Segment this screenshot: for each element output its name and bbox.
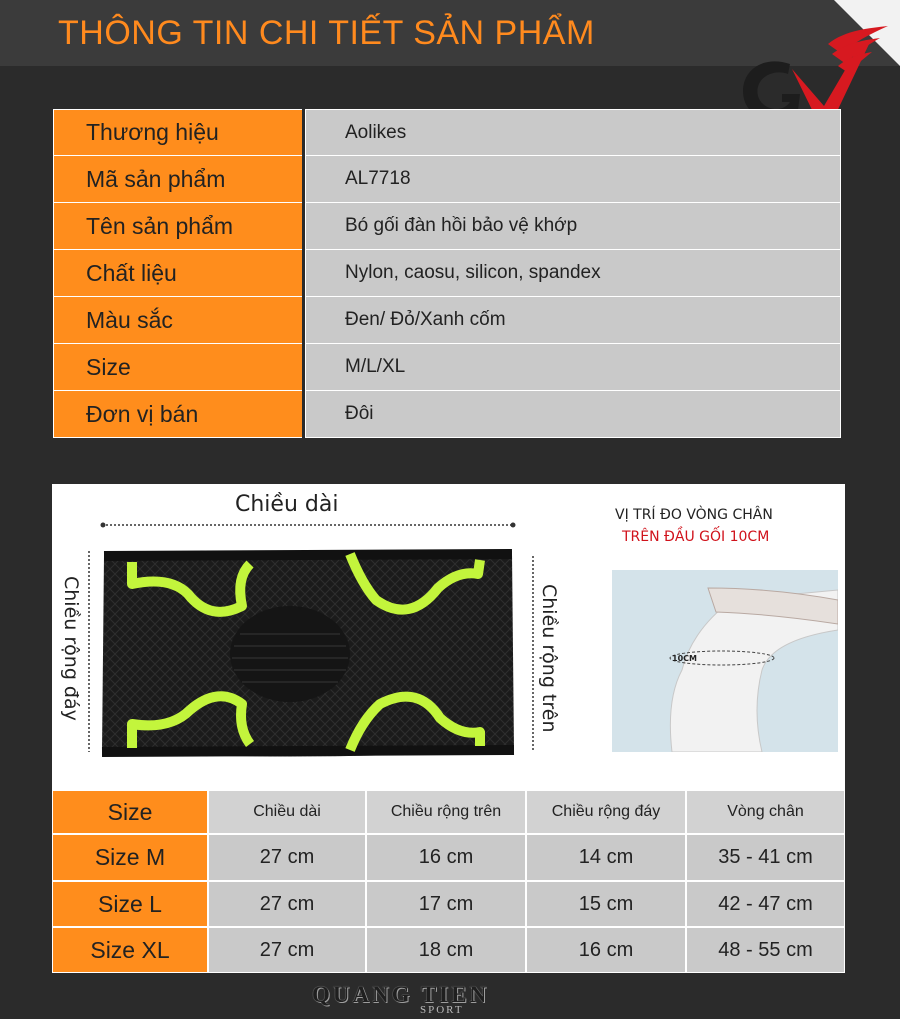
info-value: Aolikes (305, 109, 841, 156)
info-row (53, 203, 841, 250)
table-cell: 48 - 55 cm (686, 927, 845, 973)
info-label: Mã sản phẩm (53, 156, 302, 203)
measurement-diagram (52, 484, 845, 790)
info-value: Đôi (305, 391, 841, 438)
measure-subtitle: TRÊN ĐẦU GỐI 10CM (622, 529, 770, 545)
table-cell: 18 cm (366, 927, 526, 973)
footer-logo-sub: SPORT (420, 1004, 464, 1016)
knee-measure-illustration (612, 570, 838, 752)
measure-mark: 10CM (672, 654, 697, 663)
info-label: Tên sản phẩm (53, 203, 302, 250)
info-row (53, 109, 841, 156)
table-header-cell: Vòng chân (686, 790, 845, 834)
info-value: AL7718 (305, 156, 841, 203)
table-cell: 27 cm (208, 881, 366, 927)
bottom-width-arrow-icon (82, 549, 96, 754)
measure-title: VỊ TRÍ ĐO VÒNG CHÂN (615, 507, 773, 523)
table-header-cell: Chiều dài (208, 790, 366, 834)
info-row (53, 297, 841, 344)
size-chart-table (52, 790, 845, 973)
table-cell: Size M (52, 834, 208, 881)
table-cell: 15 cm (526, 881, 686, 927)
info-value: M/L/XL (305, 344, 841, 391)
product-info-table (53, 109, 841, 438)
table-row (52, 834, 845, 881)
info-label: Size (53, 344, 302, 391)
table-cell: 42 - 47 cm (686, 881, 845, 927)
info-row (53, 250, 841, 297)
top-width-label: Chiều rộng trên (538, 584, 560, 733)
table-row (52, 927, 845, 973)
footer-logo-text: QUANG TIEN (312, 982, 490, 1007)
table-cell: 16 cm (526, 927, 686, 973)
table-cell: 27 cm (208, 927, 366, 973)
info-label: Đơn vị bán (53, 391, 302, 438)
table-cell: Size XL (52, 927, 208, 973)
table-cell: Size L (52, 881, 208, 927)
bottom-width-label: Chiều rộng đáy (60, 576, 82, 721)
table-header-cell: Chiều rộng trên (366, 790, 526, 834)
table-cell: 14 cm (526, 834, 686, 881)
info-row (53, 156, 841, 203)
page-title: THÔNG TIN CHI TIẾT SẢN PHẨM (58, 14, 595, 52)
table-cell: 27 cm (208, 834, 366, 881)
table-header-cell: Size (52, 790, 208, 834)
info-value: Bó gối đàn hồi bảo vệ khớp (305, 203, 841, 250)
knee-sleeve-image (100, 544, 516, 762)
info-label: Thương hiệu (53, 109, 302, 156)
info-value: Đen/ Đỏ/Xanh cốm (305, 297, 841, 344)
info-label: Chất liệu (53, 250, 302, 297)
info-row (53, 391, 841, 438)
table-cell: 16 cm (366, 834, 526, 881)
table-cell: 17 cm (366, 881, 526, 927)
table-header-cell: Chiều rộng đáy (526, 790, 686, 834)
info-value: Nylon, caosu, silicon, spandex (305, 250, 841, 297)
table-header-row (52, 790, 845, 834)
info-label: Màu sắc (53, 297, 302, 344)
info-row (53, 344, 841, 391)
table-row (52, 881, 845, 927)
length-label: Chiều dài (235, 492, 339, 517)
length-arrow-icon (100, 518, 516, 532)
table-cell: 35 - 41 cm (686, 834, 845, 881)
